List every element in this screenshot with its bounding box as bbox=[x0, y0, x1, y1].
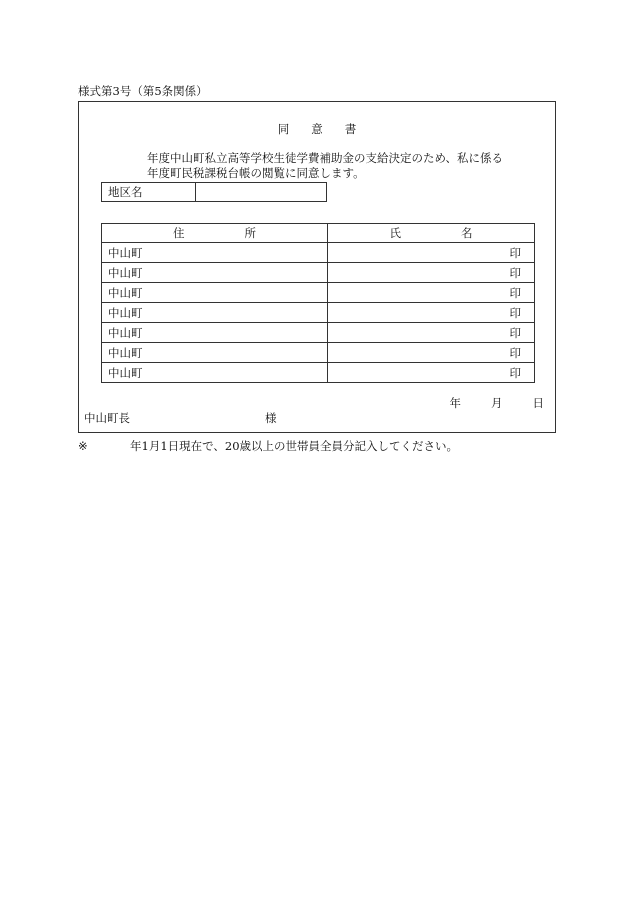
seal-cell[interactable]: 印 bbox=[328, 363, 535, 383]
district-box bbox=[101, 182, 327, 202]
table-row bbox=[102, 323, 535, 343]
address-header-char: 住 bbox=[173, 226, 185, 240]
table-row bbox=[102, 303, 535, 323]
consent-statement-line: 年度中山町私立高等学校生徒学費補助金の支給決定のため、私に係る bbox=[147, 151, 504, 165]
address-cell[interactable]: 中山町 bbox=[102, 363, 328, 383]
title-char: 書 bbox=[344, 122, 357, 136]
household-table bbox=[101, 223, 535, 383]
name-header-char: 名 bbox=[461, 226, 473, 240]
seal-cell[interactable]: 印 bbox=[328, 343, 535, 363]
consent-statement-line: 年度町民税課税台帳の閲覧に同意します。 bbox=[147, 166, 365, 180]
date-year-label: 年 bbox=[449, 396, 461, 410]
seal-cell[interactable]: 印 bbox=[328, 303, 535, 323]
address-cell[interactable]: 中山町 bbox=[102, 263, 328, 283]
seal-cell[interactable]: 印 bbox=[328, 323, 535, 343]
address-cell[interactable]: 中山町 bbox=[102, 343, 328, 363]
address-cell[interactable]: 中山町 bbox=[102, 323, 328, 343]
seal-cell[interactable]: 印 bbox=[328, 263, 535, 283]
name-header bbox=[328, 224, 535, 243]
form-title bbox=[79, 121, 555, 137]
address-cell[interactable]: 中山町 bbox=[102, 283, 328, 303]
table-row bbox=[102, 343, 535, 363]
name-header-char: 氏 bbox=[389, 226, 401, 240]
footnote bbox=[78, 441, 458, 453]
title-char: 同 bbox=[277, 122, 290, 136]
table-row bbox=[102, 283, 535, 303]
address-cell[interactable]: 中山町 bbox=[102, 303, 328, 323]
district-label: 地区名 bbox=[102, 183, 196, 201]
date-month-label: 月 bbox=[491, 396, 503, 410]
seal-cell[interactable]: 印 bbox=[328, 243, 535, 263]
seal-cell[interactable]: 印 bbox=[328, 283, 535, 303]
title-char: 意 bbox=[311, 122, 323, 136]
consent-statement bbox=[147, 151, 503, 181]
district-field[interactable] bbox=[196, 183, 326, 201]
note-text: 年1月1日現在で、20歳以上の世帯員全員分記入してください。 bbox=[130, 439, 459, 453]
recipient-title: 中山町長 bbox=[84, 411, 130, 425]
table-header-row bbox=[102, 224, 535, 243]
date-day-label: 日 bbox=[532, 396, 544, 410]
address-cell[interactable]: 中山町 bbox=[102, 243, 328, 263]
form-number-label: 様式第3号（第5条関係） bbox=[78, 84, 208, 98]
address-header bbox=[102, 224, 328, 243]
consent-form-frame bbox=[78, 101, 556, 433]
note-mark: ※ bbox=[78, 439, 88, 453]
honorific: 様 bbox=[265, 411, 277, 425]
date-line bbox=[420, 395, 545, 411]
table-row bbox=[102, 363, 535, 383]
address-header-char: 所 bbox=[244, 226, 256, 240]
table-row bbox=[102, 243, 535, 263]
table-row bbox=[102, 263, 535, 283]
